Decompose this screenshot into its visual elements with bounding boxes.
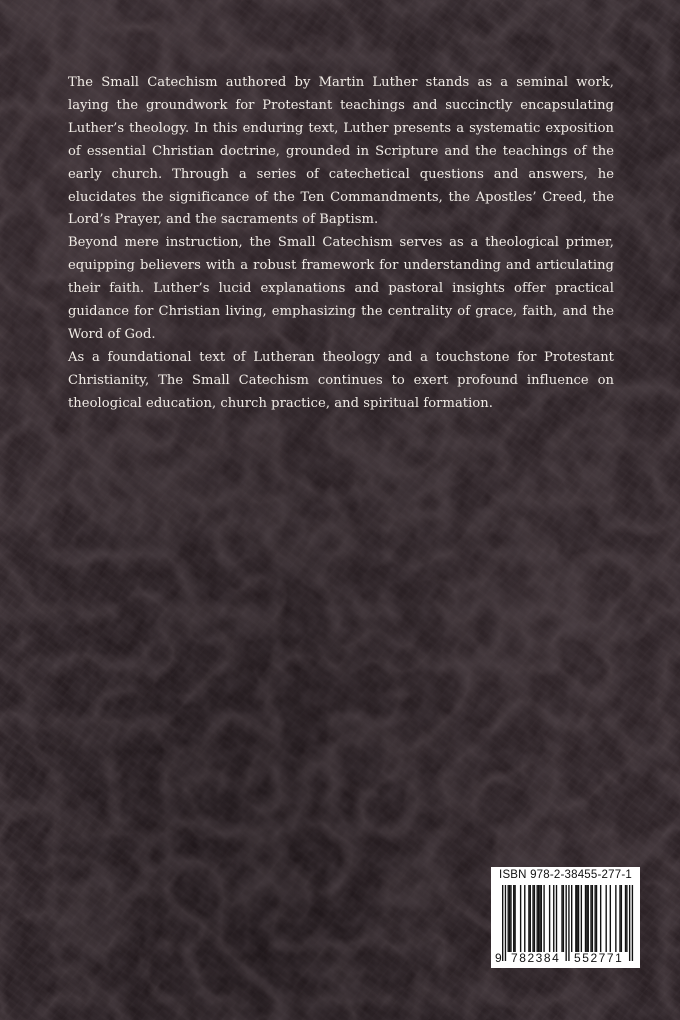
isbn-barcode-box: [491, 867, 640, 968]
barcode-digits: [491, 951, 640, 967]
barcode-bar: [553, 885, 554, 952]
barcode-guard-bar: [505, 885, 506, 961]
barcode-bar: [585, 885, 586, 952]
barcode-bar: [563, 885, 564, 952]
barcode-guard-bar: [632, 885, 633, 961]
barcode-bar: [534, 885, 535, 952]
barcode-bar: [538, 885, 539, 952]
barcode-bar: [528, 885, 529, 952]
barcode-bar: [594, 885, 595, 952]
barcode-guard-bar: [565, 885, 566, 961]
barcode-bar: [532, 885, 533, 952]
barcode-bar: [510, 885, 511, 952]
barcode-bar: [600, 885, 601, 952]
barcode-bar: [615, 885, 616, 952]
barcode-bar: [586, 885, 587, 952]
back-cover-blurb: [68, 72, 614, 416]
barcode-right-group: 552771: [574, 951, 624, 965]
barcode-bar: [530, 885, 531, 952]
barcode-bar: [588, 885, 589, 952]
barcode-bar: [621, 885, 622, 952]
blurb-paragraph-2: Beyond mere instruction, the Small Catechism serves as a theological primer, equipping believers with a robust framework for understanding and articulating their faith. Luther’s lucid explanations and pastoral insights offer practical guidance for Christian living, emphasizing the centrality of grace, faith, and the Word of God.: [68, 235, 614, 342]
barcode-bar: [514, 885, 515, 952]
barcode-guard-bar: [629, 885, 630, 961]
barcode-bar: [619, 885, 620, 952]
barcode-bar: [610, 885, 611, 952]
barcode-bar: [509, 885, 510, 952]
barcode-bar: [596, 885, 597, 952]
barcode-bar: [537, 885, 538, 952]
barcode-bar: [541, 885, 542, 952]
barcode-bar: [524, 885, 525, 952]
barcode-bar: [577, 885, 578, 952]
barcode-bar: [590, 885, 591, 952]
barcode-bar: [508, 885, 509, 952]
barcode-guard-bar: [502, 885, 503, 961]
barcode-bar: [625, 885, 626, 952]
barcode-bar: [592, 885, 593, 952]
barcode-bar: [581, 885, 582, 952]
barcode-bar: [543, 885, 544, 952]
barcode-bar: [606, 885, 607, 952]
barcode-first-digit: 9: [495, 951, 504, 965]
barcode-bar: [626, 885, 627, 952]
barcode-left-group: 782384: [511, 951, 561, 965]
barcode-bar: [513, 885, 514, 952]
barcode-bar: [520, 885, 521, 952]
barcode-bar: [561, 885, 562, 952]
barcode-bar: [575, 885, 576, 952]
barcode-bar: [571, 885, 572, 952]
barcode-bar: [556, 885, 557, 952]
barcode-guard-bar: [568, 885, 569, 961]
barcode-bar: [549, 885, 550, 952]
barcode-bar: [539, 885, 540, 952]
barcode-bar: [578, 885, 579, 952]
isbn-label: ISBN 978-2-38455-277-1: [499, 869, 632, 881]
blurb-paragraph-1: The Small Catechism authored by Martin Luther stands as a seminal work, laying the groundwork for Protestant teachings and succinctly encapsulating Luther’s theology. In this enduring text, Luther presents a systematic exposition of essential Christian doctrine, grounded in Scripture and the teachings of the early church. Through a series of catechetical questions and answers, he elucidates the significance of the Ten Commandments, the Apostles’ Creed, the Lord’s Prayer, and the sacraments of Baptism.: [68, 75, 614, 228]
blurb-paragraph-3: As a foundational text of Lutheran theology and a touchstone for Protestant Christianity, The Small Catechism continues to exert profound influence on theological education, church practice, and spiritual formation.: [68, 349, 614, 411]
